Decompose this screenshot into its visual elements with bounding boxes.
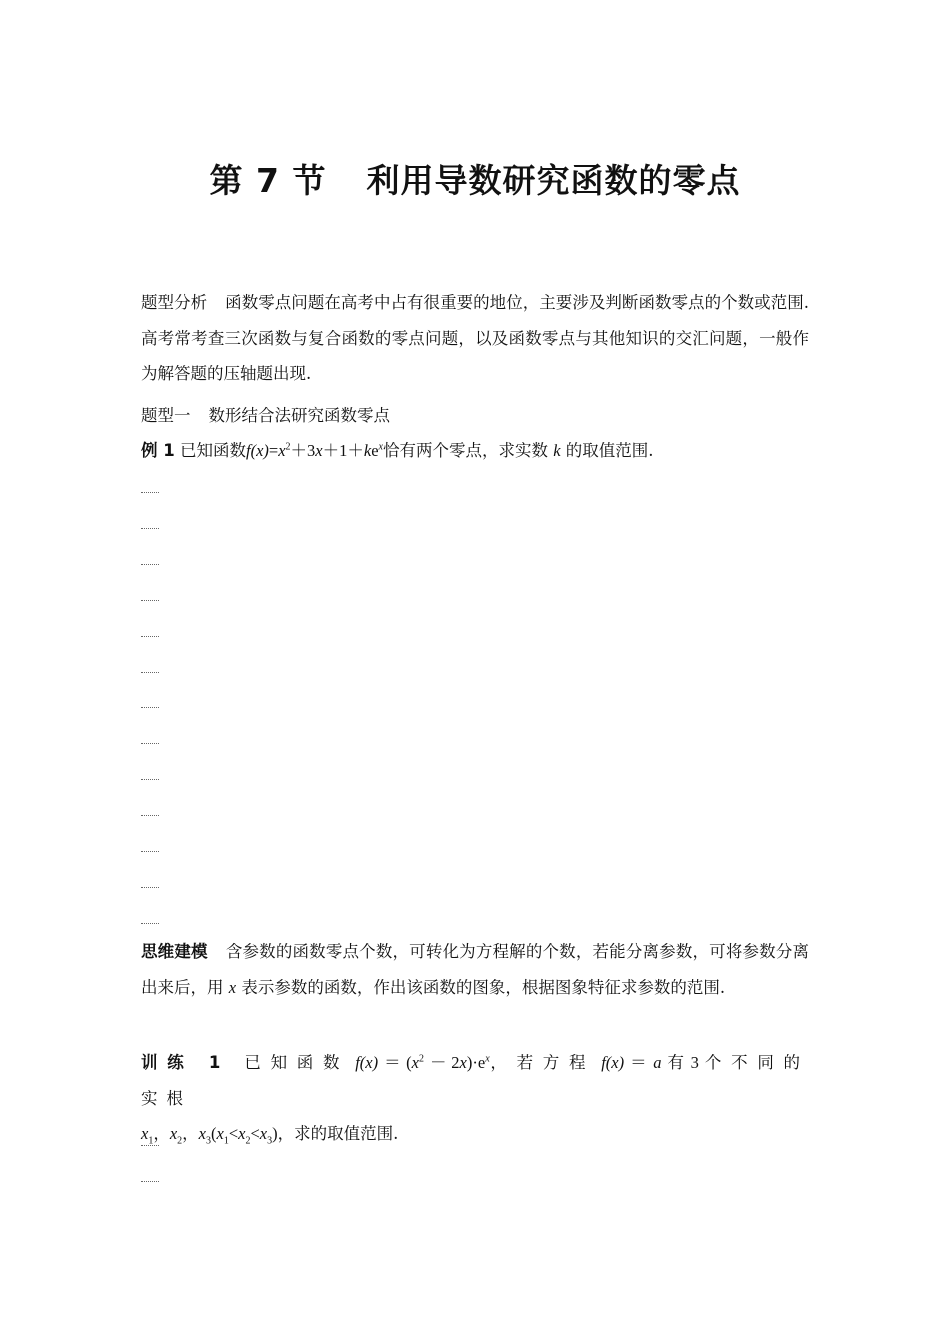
- answer-line: [141, 528, 159, 529]
- answer-line: [141, 779, 159, 780]
- answer-line: [141, 1181, 159, 1182]
- answer-line: [141, 600, 159, 601]
- answer-line: [141, 887, 159, 888]
- intro-text: 函数零点问题在高考中占有很重要的地位，主要涉及判断函数零点的个数或范围.高考常考查三次函数与复合函数的零点问题，以及函数零点与其他知识的交汇问题，一般作为解答题的压轴题出现.: [141, 293, 809, 383]
- training-label: 训练 1: [141, 1053, 230, 1072]
- answer-line: [141, 707, 159, 708]
- answer-line: [141, 815, 159, 816]
- answer-line: [141, 1145, 159, 1146]
- answer-line: [141, 492, 159, 493]
- answer-line: [141, 672, 159, 673]
- answer-line: [141, 636, 159, 637]
- modeling-label: 思维建模: [141, 942, 208, 961]
- example-1: 例 1 已知函数$f(x)=x^2+3x+1+ke^x$恰有两个零点，求实数 k 的取值范围.: [141, 441, 654, 460]
- example-label: 例 1: [141, 441, 175, 460]
- answer-line: [141, 851, 159, 852]
- answer-line: [141, 743, 159, 744]
- intro-paragraph: [141, 285, 809, 392]
- intro-label: 题型分析: [141, 293, 208, 312]
- answer-line: [141, 923, 159, 924]
- page-title: 第 7 节 利用导数研究函数的零点: [209, 161, 741, 200]
- answer-line: [141, 564, 159, 565]
- thinking-model: 思维建模 含参数的函数零点个数，可转化为方程解的个数，若能分离参数，可将参数分离出来后，用 x 表示参数的函数，作出该函数的图象，根据图象特征求参数的范围.: [141, 942, 810, 997]
- type-heading: 题型一 数形结合法研究函数零点: [141, 406, 390, 425]
- training-1: 训练 1 已知函数 $f(x) = (x^2 - 2x)\cdot e^x$，若方程 f(x) ＝ a 有 3 个不同的实根 $x_1$，$x_2$，$x_3(x_1<x_2<x_3)$，求的取值范围.: [141, 1053, 810, 1147]
